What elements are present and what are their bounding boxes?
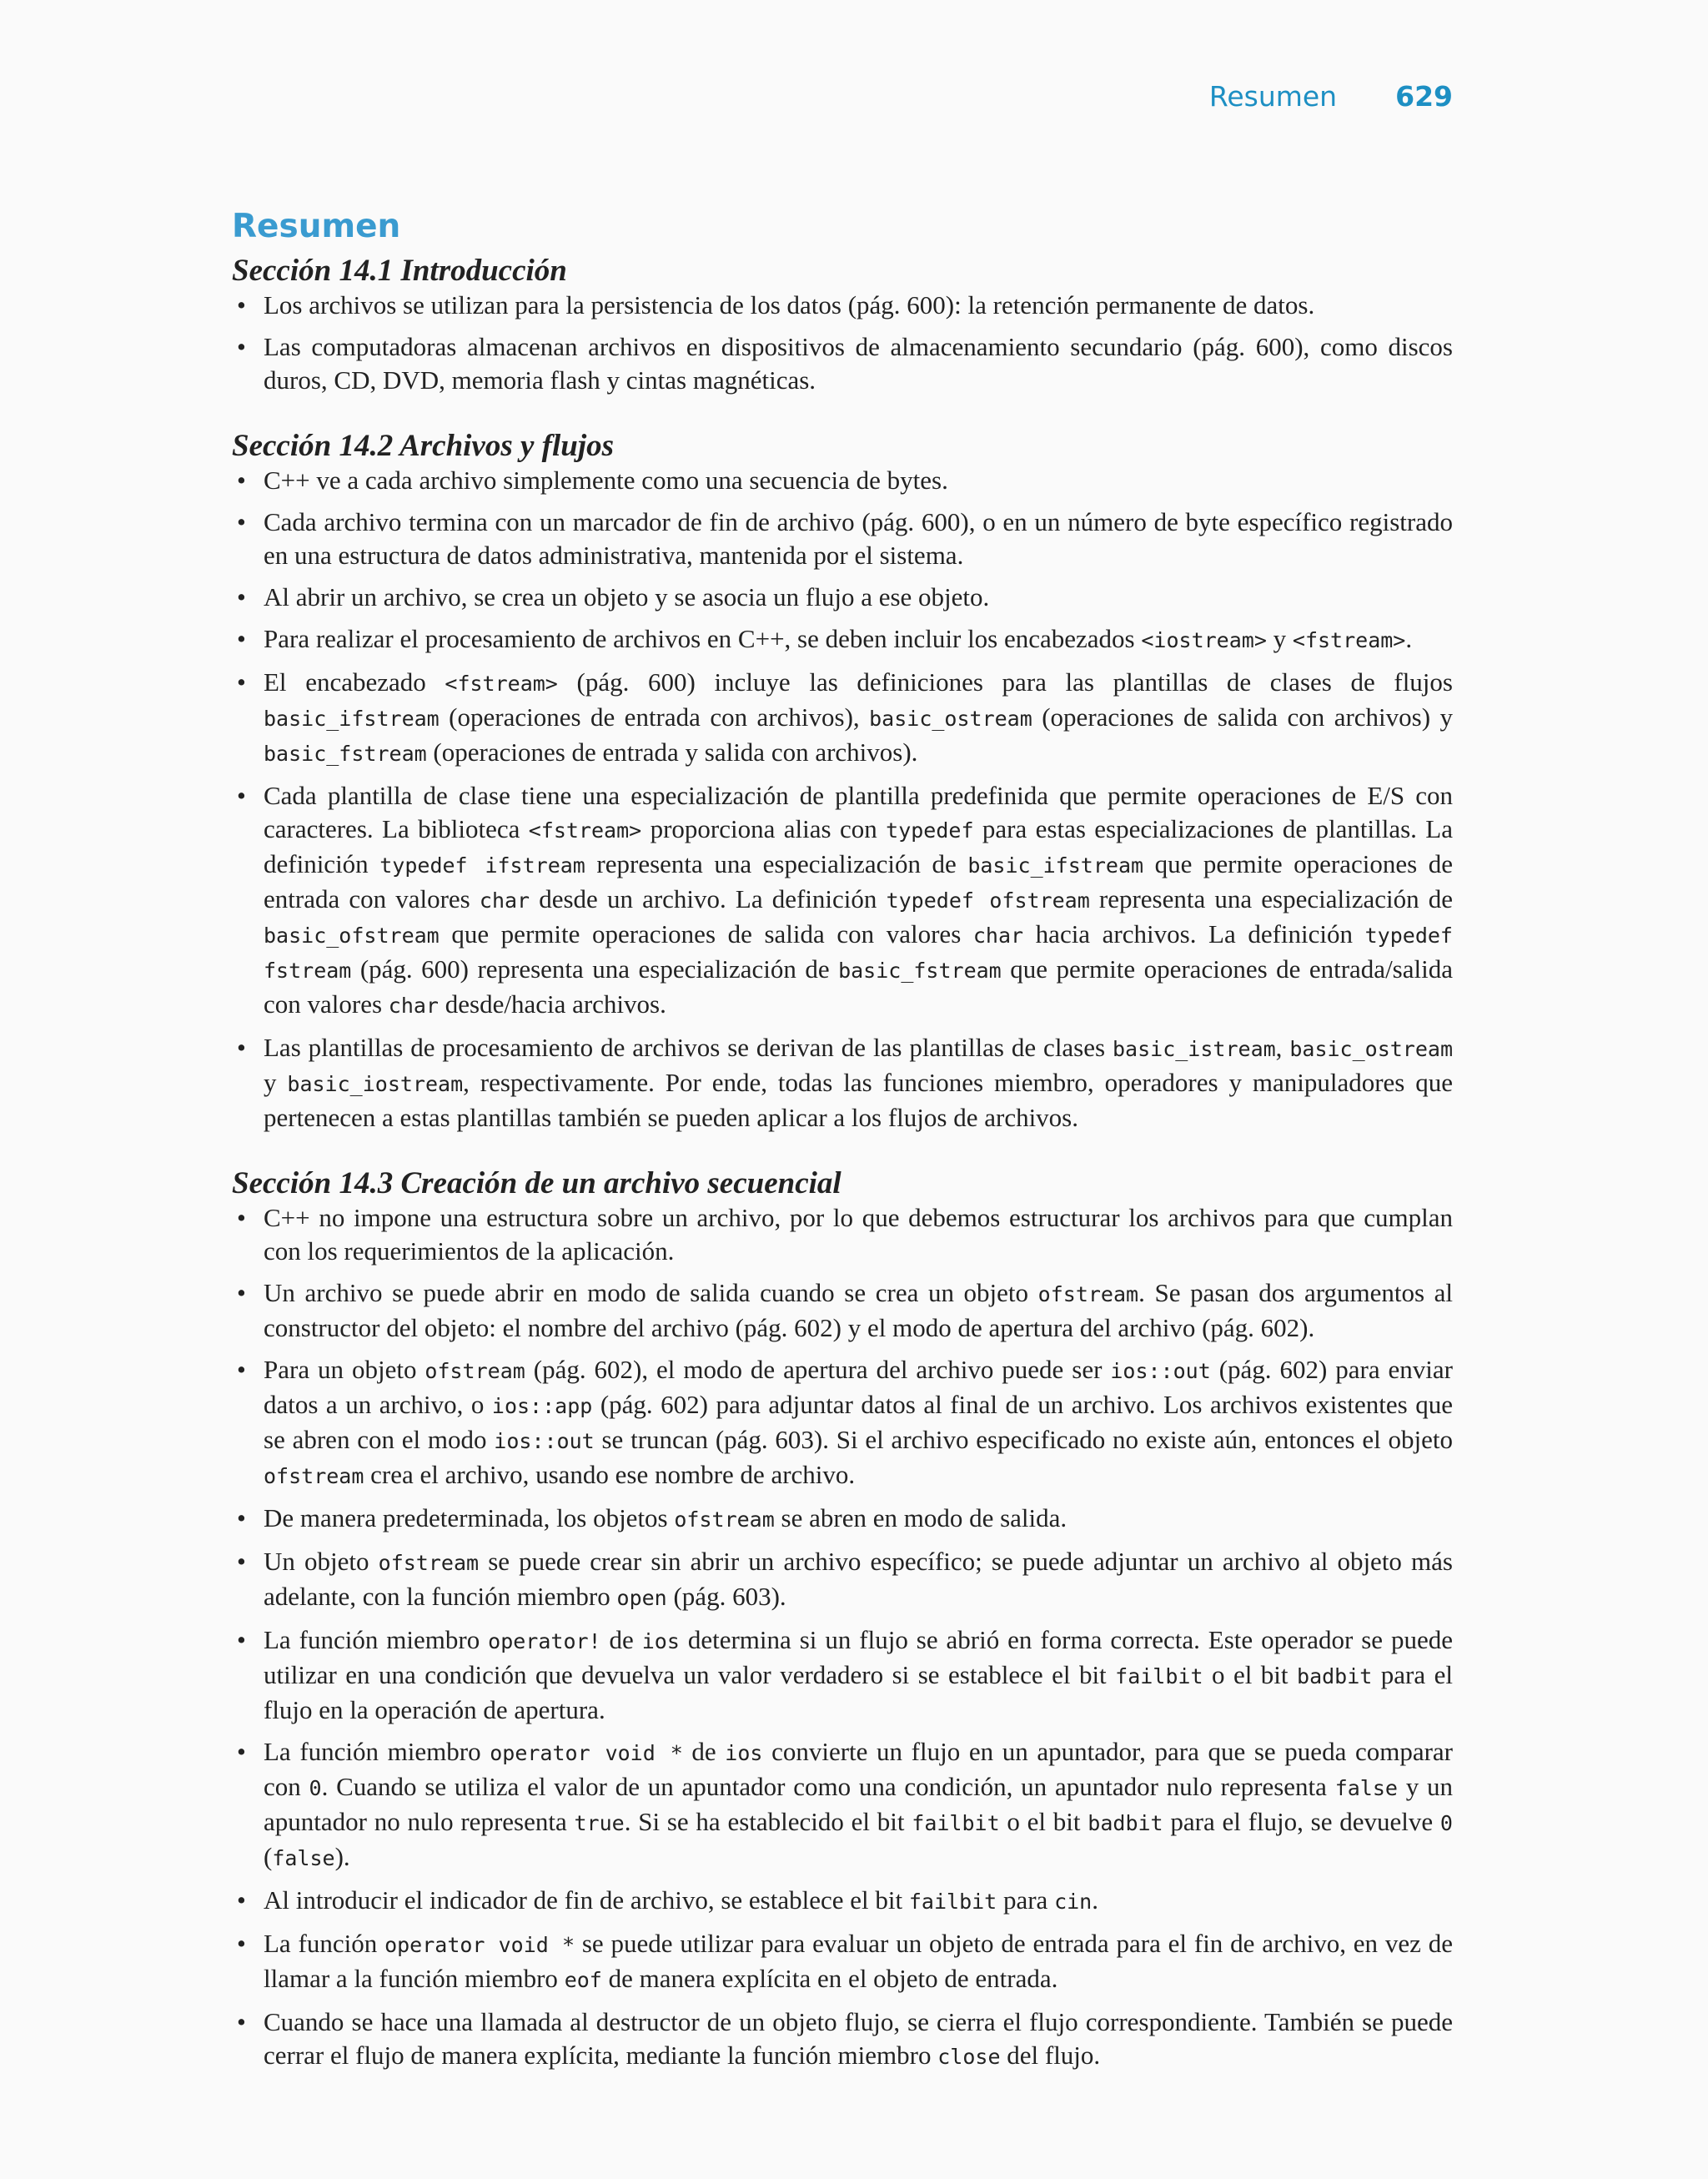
text-run: . [1405,624,1413,653]
text-run: y [1266,624,1293,653]
text-run: Cuando se hace una llamada al destructor de un objeto flujo, se cierra el flujo correspondiente. También se puede cerrar el flujo de manera explícita, mediante la función miembro [264,2007,1453,2070]
text-run: Para un objeto [264,1355,425,1384]
code-term: operator void * [384,1933,575,1957]
text-run: C++ no impone una estructura sobre un archivo, por lo que debemos estructurar los archivos para que cumplan con los requerimientos de la aplicación. [264,1203,1453,1266]
bullet-item [232,779,1453,1023]
code-term: ofstream [424,1359,525,1383]
section-heading: Sección 14.1 Introducción [232,254,567,288]
code-term: basic_iostream [287,1072,464,1096]
bullet-item [232,1276,1453,1345]
section-heading: Sección 14.2 Archivos y flujos [232,429,615,463]
code-term: 0 [1439,1811,1453,1835]
code-term: false [1334,1776,1398,1800]
code-term: basic_fstream [838,959,1002,983]
code-term: <fstream> [445,672,558,696]
bullet-item [232,1884,1453,1919]
text-run: y un apuntador no nulo representa [264,1772,1453,1836]
bullet-list [232,289,1453,397]
bullet-list [232,1201,1453,2074]
code-term: typedef fstream [264,923,1453,983]
bullet-item [232,1735,1453,1875]
text-run: hacia archivos. La definición [1023,919,1365,949]
code-term: ios [641,1629,680,1653]
bullet-item [232,289,1453,322]
section-heading: Sección 14.3 Creación de un archivo secuencial [232,1166,841,1200]
text-run: , [1275,1033,1290,1062]
text-run: (pág. 602) para adjuntar datos al final de un archivo. Los archivos existentes que se abren con el modo [264,1390,1453,1454]
text-run: De manera predeterminada, los objetos [264,1503,675,1532]
code-term: ofstream [1037,1282,1139,1306]
text-run: (operaciones de salida con archivos) y [1032,702,1454,732]
code-term: eof [564,1968,602,1992]
code-term: char [972,923,1024,948]
code-term: true [574,1811,625,1835]
text-run: (pág. 603). [666,1582,786,1611]
code-term: open [616,1586,667,1610]
code-term: basic_istream [1113,1037,1276,1061]
text-run: que permite operaciones de entrada/salida con valores [264,954,1453,1019]
text-run: Las plantillas de procesamiento de archivos se derivan de las plantillas de clases [264,1033,1113,1062]
code-term: char [388,994,439,1018]
summary-sections [232,254,1453,2074]
code-term: basic_ifstream [264,707,440,731]
code-term: basic_ifstream [967,853,1144,878]
code-term: ios::out [494,1429,595,1453]
code-term: badbit [1088,1811,1163,1835]
text-run: (pág. 600) incluye las definiciones para las plantillas de clases de flujos [557,667,1453,697]
text-run: representa una especialización de [585,849,968,878]
code-term: typedef ifstream [379,853,585,878]
code-term: operator void * [490,1741,683,1765]
text-run: , respectivamente. Por ende, todas las funciones miembro, operadores y manipuladores que pertenecen a estas plantillas también se pueden aplicar a los flujos de archivos. [264,1068,1454,1132]
bullet-item [232,2005,1453,2074]
text-run: Al introducir el indicador de fin de archivo, se establece el bit [264,1885,909,1915]
code-term: <fstream> [1292,628,1406,652]
text-run: Los archivos se utilizan para la persistencia de los datos (pág. 600): la retención permanente de datos. [264,290,1315,320]
text-run: . Cuando se utiliza el valor de un apuntador como una condición, un apuntador nulo representa [321,1772,1335,1801]
code-term: ios [725,1741,763,1765]
bullet-item [232,464,1453,497]
text-run: La función [264,1929,385,1958]
bullet-item [232,1927,1453,1997]
code-term: <iostream> [1141,628,1267,652]
text-run: que permite operaciones de entrada con valores [264,849,1453,913]
bullet-item [232,1031,1453,1135]
page-number: 629 [1395,80,1453,113]
text-run: (pág. 600) representa una especialización de [351,954,839,984]
code-term: failbit [1115,1664,1203,1688]
text-run: para [997,1885,1055,1915]
bullet-item [232,666,1453,771]
bullet-list [232,464,1453,1135]
text-run: Un objeto [264,1547,379,1576]
text-run: (operaciones de entrada y salida con archivos). [426,737,918,767]
code-term: operator! [488,1629,601,1653]
code-term: ofstream [264,1464,364,1488]
text-run: Un archivo se puede abrir en modo de salida cuando se crea un objeto [264,1278,1038,1307]
code-term: typedef [886,818,974,843]
bullet-item [232,622,1453,657]
text-run: de [682,1737,726,1766]
bullet-item [232,506,1453,572]
text-run: de [600,1625,642,1654]
summary-section [232,1166,1453,2074]
text-run: Al abrir un archivo, se crea un objeto y se asocia un flujo a ese objeto. [264,582,990,611]
text-run: y [264,1068,288,1097]
text-run: . Si se ha establecido el bit [624,1807,912,1836]
code-term: failbit [908,1890,997,1914]
text-run: se abren en modo de salida. [774,1503,1068,1532]
summary-section [232,254,1453,397]
bullet-item [232,581,1453,614]
code-term: ofstream [378,1551,480,1575]
code-term: close [937,2045,1001,2069]
text-run: La función miembro [264,1625,489,1654]
text-run: (pág. 602) para enviar datos a un archivo, o [264,1355,1453,1419]
page-title: Resumen [232,208,401,245]
text-run: Para realizar el procesamiento de archivos en C++, se deben incluir los encabezados [264,624,1142,653]
text-run: o el bit [1203,1660,1298,1689]
text-run: ( [264,1842,273,1871]
text-run: representa una especialización de [1089,884,1453,913]
bullet-item [232,1623,1453,1727]
text-run: desde un archivo. La definición [530,884,887,913]
code-term: char [479,888,530,913]
code-term: ios::app [491,1394,593,1418]
text-run: del flujo. [1000,2041,1101,2070]
bullet-item [232,1545,1453,1615]
text-run: Cada archivo termina con un marcador de fin de archivo (pág. 600), o en un número de byte específico registrado en una estructura de datos administrativa, mantenida por el sistema. [264,507,1453,570]
summary-section [232,429,1453,1135]
text-run: Cada plantilla de clase tiene una especialización de plantilla predefinida que permite operaciones de E/S con caracteres. La biblioteca [264,781,1453,843]
text-run: para estas especializaciones de plantillas. La definición [264,814,1453,878]
text-run: (operaciones de entrada con archivos), [439,702,870,732]
code-term: false [272,1846,335,1870]
text-run: El encabezado [264,667,445,697]
code-term: cin [1054,1890,1093,1914]
text-run: C++ ve a cada archivo simplemente como una secuencia de bytes. [264,465,948,495]
text-run: que permite operaciones de salida con valores [439,919,973,949]
running-head-title: Resumen [1208,80,1338,113]
text-run: ). [334,1842,350,1871]
text-run: para el flujo en la operación de apertura. [264,1660,1453,1724]
bullet-item [232,330,1453,397]
bullet-item [232,1353,1453,1493]
text-run: . [1092,1885,1098,1915]
code-term: basic_ostream [869,707,1032,731]
code-term: ios::out [1110,1359,1211,1383]
text-run: o el bit [999,1807,1088,1836]
bullet-item [232,1201,1453,1268]
text-run: se truncan (pág. 603). Si el archivo especificado no existe aún, entonces el objeto [594,1425,1453,1454]
bullet-item [232,1502,1453,1537]
code-term: typedef ofstream [886,888,1090,913]
text-run: para el flujo, se devuelve [1163,1807,1440,1836]
text-run: se puede utilizar para evaluar un objeto de entrada para el fin de archivo, en vez de llamar a la función miembro [264,1929,1453,1993]
text-run: de manera explícita en el objeto de entrada. [601,1964,1058,1993]
text-run: Las computadoras almacenan archivos en dispositivos de almacenamiento secundario (pág. 600), como discos duros, CD, DVD, memoria flash y cintas magnéticas. [264,332,1453,395]
text-run: proporciona alias con [641,814,887,843]
text-run: se puede crear sin abrir un archivo específico; se puede adjuntar un archivo al objeto más adelante, con la función miembro [264,1547,1453,1611]
text-run: desde/hacia archivos. [439,989,666,1019]
code-term: <fstream> [528,818,642,843]
code-term: basic_ofstream [264,923,440,948]
code-term: failbit [912,1811,1000,1835]
running-head [1209,80,1453,113]
text-run: . Se pasan dos argumentos al constructor del objeto: el nombre del archivo (pág. 602) y el modo de apertura del archivo (pág. 602). [264,1278,1454,1342]
text-run: crea el archivo, usando ese nombre de archivo. [364,1460,856,1489]
text-run: determina si un flujo se abrió en forma correcta. Este operador se puede utilizar en una condición que devuelva un valor verdadero si se establece el bit [264,1625,1454,1689]
text-run: La función miembro [264,1737,490,1766]
text-run: (pág. 602), el modo de apertura del archivo puede ser [525,1355,1111,1384]
code-term: ofstream [674,1507,775,1532]
code-term: basic_fstream [264,742,427,766]
code-term: basic_ostream [1289,1037,1454,1061]
summary-content [232,205,1453,2106]
code-term: 0 [309,1776,322,1800]
text-run: convierte un flujo en un apuntador, para que se pueda comparar con [264,1737,1454,1801]
code-term: badbit [1297,1664,1373,1688]
